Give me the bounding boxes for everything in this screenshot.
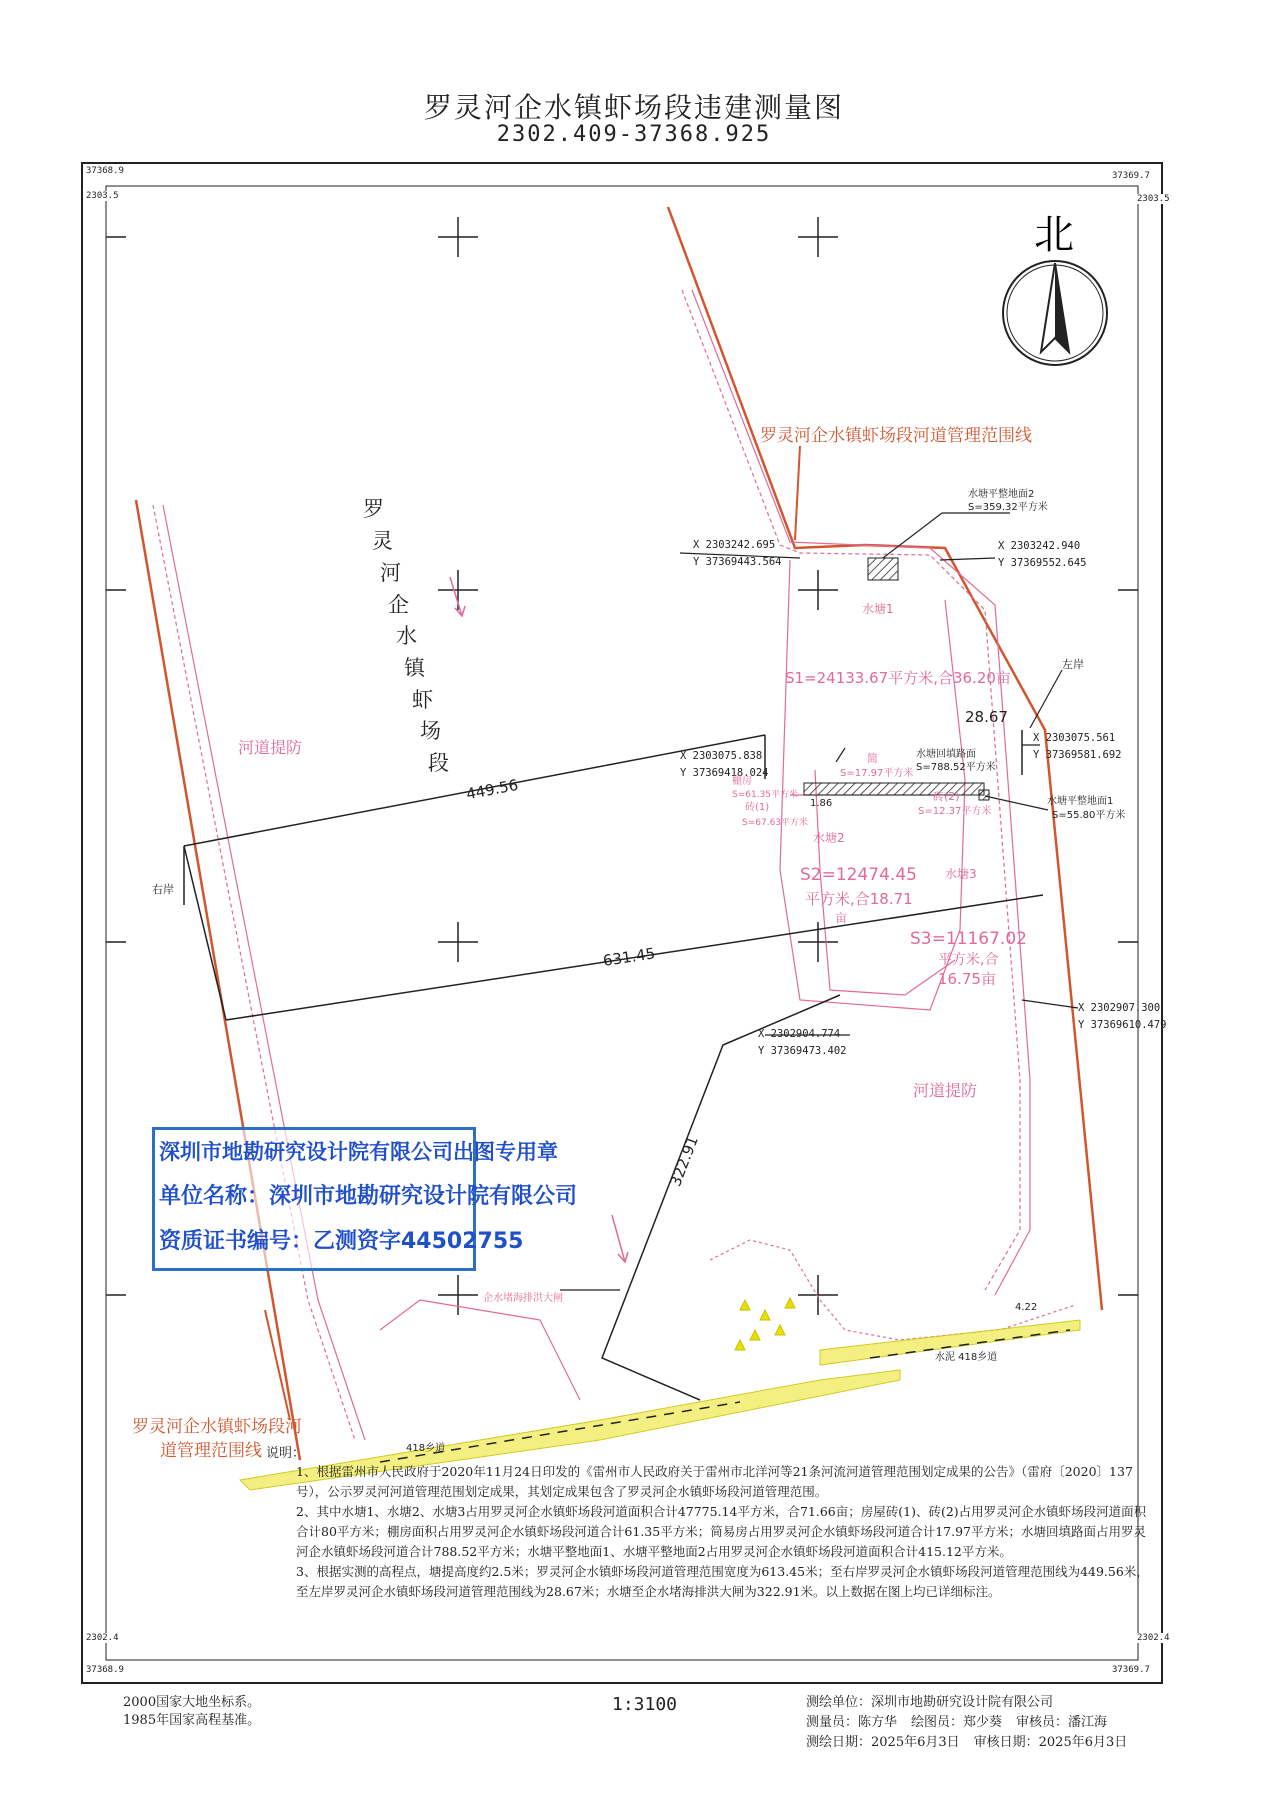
map-frame-inner: [106, 186, 1138, 1660]
drafter: 绘图员：郑少葵: [911, 1715, 1003, 1730]
map-scale: 1:3100: [612, 1694, 678, 1715]
stamp-line-2: 单位名称：深圳市地勘研究设计院有限公司: [159, 1184, 578, 1209]
survey-unit: 测绘单位：深圳市地勘研究设计院有限公司: [806, 1695, 1054, 1710]
corner-bl-x: 37368.9: [86, 1665, 124, 1675]
brick1-label: 砖(1): [745, 802, 770, 813]
dimension-gate: 322.91: [666, 1133, 702, 1189]
dimension-left-bank: 28.67: [965, 708, 1008, 726]
road-right-label: 水泥 418乡道: [935, 1352, 998, 1363]
corner-tl-x: 37368.9: [86, 166, 124, 176]
check-date: 审核日期：2025年6月3日: [973, 1735, 1128, 1750]
surveyor: 测量员：陈方华: [806, 1715, 898, 1730]
level1-area: S=55.80平方米: [1052, 810, 1126, 821]
corner-br-x: 37369.7: [1112, 1665, 1150, 1675]
river-name-label: [363, 497, 449, 775]
river-name-char: 河: [380, 561, 401, 585]
coord-p3-x: X 2303075.838: [680, 750, 763, 762]
coord-p3-y: Y 37369418.024: [680, 767, 769, 779]
dike-right-label: 河道提防: [913, 1081, 978, 1100]
shed-area: S=17.97平方米: [840, 768, 914, 779]
boundary-bottom-label-1: 罗灵河企水镇虾场段河: [132, 1417, 302, 1437]
pond3-area-2: 平方米,合: [938, 952, 999, 968]
footer-credits: [806, 1693, 1141, 1753]
coord-p4-y: Y 37369581.692: [1033, 749, 1122, 761]
pond2-name: 水塘2: [813, 831, 845, 845]
river-name-char: 段: [428, 751, 449, 775]
corner-br-y: 2302.4: [1137, 1633, 1170, 1643]
tree-icons: [735, 1298, 795, 1350]
gate-label: 企水堵海排洪大闸: [483, 1293, 563, 1304]
coord-p5-y: Y 37369473.402: [758, 1045, 847, 1057]
coordinate-system: 2000国家大地坐标系。: [123, 1695, 261, 1710]
boundary-bottom-label-2: 道管理范围线: [160, 1441, 262, 1461]
left-boundary-line: [136, 500, 303, 1460]
pond3-name: 水塘3: [945, 867, 977, 881]
level2-name: 水塘平整地面2: [968, 489, 1035, 500]
boundary-top-label: 罗灵河企水镇虾场段河道管理范围线: [760, 426, 1032, 446]
checker: 审核员：潘江海: [1016, 1715, 1108, 1730]
corner-tr-x: 37369.7: [1112, 171, 1150, 181]
coord-p1-x: X 2303242.695: [693, 539, 776, 551]
coord-p2-x: X 2303242.940: [998, 540, 1081, 552]
shed-label: 简: [867, 752, 878, 765]
coord-p2-y: Y 37369552.645: [998, 557, 1087, 569]
coord-p1-y: Y 37369443.564: [693, 556, 782, 568]
pond1-name: 水塘1: [862, 602, 894, 616]
brick1-area: S=67.63平方米: [742, 818, 809, 828]
notes-block: [296, 1462, 1156, 1602]
coord-p6-x: X 2302907.300: [1078, 1002, 1161, 1014]
road-fill-name: 水塘回填路面: [916, 749, 976, 760]
footer-systems: [123, 1694, 260, 1730]
company-stamp: [152, 1127, 578, 1271]
note-3: 3、根据实测的高程点，塘提高度约2.5米；罗灵河企水镇虾场段河道管理范围宽度为613.45米；至右岸罗灵河企水镇虾场段河道管理范围线为449.56米，至左岸罗灵河企水镇虾场段河道管理范围线为28.67米；水塘至企水堵海排洪大闸为322.91米。以上数据在图上均已详细标注。: [296, 1564, 1149, 1599]
brick2-area: S=12.37平方米: [918, 806, 992, 817]
left-bank-label: 左岸: [1062, 658, 1084, 671]
stamp-line-1: 深圳市地勘研究设计院有限公司出图专用章: [159, 1140, 558, 1164]
level-ground-2: [868, 558, 898, 580]
pond2-area-2: 平方米,合18.71: [805, 890, 913, 908]
notes-heading: 说明：: [266, 1446, 306, 1461]
page-subtitle: 2302.409-37368.925: [496, 122, 772, 147]
river-name-char: 虾: [412, 688, 433, 712]
stamp-line-3: 资质证书编号：乙测资字44502755: [159, 1229, 524, 1254]
house-area: S=61.35平方米: [732, 790, 799, 800]
river-name-char: 灵: [372, 529, 393, 553]
page-title: 罗灵河企水镇虾场段违建测量图: [423, 91, 844, 124]
pond1-area: S1=24133.67平方米,合36.20亩: [785, 669, 1011, 687]
coord-p4-x: X 2303075.561: [1033, 732, 1116, 744]
dike-left-label: 河道提防: [238, 738, 303, 757]
north-label: 北: [1034, 212, 1074, 258]
north-arrow-icon: [1003, 261, 1107, 365]
road-bottom-label: 418乡道: [406, 1443, 446, 1454]
road-fill-area: S=788.52平方米: [916, 762, 996, 773]
survey-date: 测绘日期：2025年6月3日: [806, 1735, 960, 1750]
spot-height: 4.22: [1015, 1302, 1038, 1313]
brick2-label: 砖(2): [933, 790, 960, 803]
pond2-area-3: 亩: [835, 911, 848, 925]
level2-area: S=359.32平方米: [968, 502, 1048, 513]
river-name-char: 镇: [404, 656, 425, 680]
river-name-char: 水: [396, 624, 417, 648]
corner-tr-y: 2303.5: [1137, 194, 1170, 204]
elevation-system: 1985年国家高程基准。: [123, 1713, 261, 1728]
dimension-width: 631.45: [601, 944, 657, 970]
level1-name: 水塘平整地面1: [1047, 796, 1114, 807]
river-name-char: 企: [388, 593, 409, 617]
pond3-area-3: 16.75亩: [938, 970, 996, 988]
note-1: 1、根据雷州市人民政府于2020年11月24日印发的《雷州市人民政府关于雷州市北洋河等21条河流河道管理范围划定成果的公告》（雷府〔2020〕137号），公示罗灵河河道管理范围划定成果，其划定成果包含了罗灵河企水镇虾场段河道管理范围。: [296, 1464, 1133, 1499]
coord-p5-x: X 2302904.774: [758, 1028, 841, 1040]
coord-p6-y: Y 37369610.479: [1078, 1019, 1167, 1031]
corner-tl-y: 2303.5: [86, 191, 119, 201]
survey-lines: [184, 730, 1043, 1400]
river-name-char: 场: [420, 719, 441, 743]
right-bank-label: 右岸: [152, 883, 174, 896]
small-dim: 1.86: [810, 798, 833, 809]
note-2: 2、其中水塘1、水塘2、水塘3占用罗灵河企水镇虾场段河道面积合计47775.14平方米，合71.66亩；房屋砖(1)、砖(2)占用罗灵河企水镇虾场段河道面积合计80平方米；棚房面积占用罗灵河企水镇虾场段河道合计61.35平方米；简易房占用罗灵河企水镇虾场段河道合计17.97平方米；水塘回填路面占用罗灵河企水镇虾场段河道合计788.52平方米；水塘平整地面1、水塘平整地面2占用罗灵河企水镇虾场段河道面积合计415.12平方米。: [296, 1504, 1147, 1559]
level-ground-1: [979, 790, 989, 800]
corner-bl-y: 2302.4: [86, 1633, 119, 1643]
pond2-area-1: S2=12474.45: [800, 865, 917, 885]
dimension-right-bank: 449.56: [464, 775, 520, 804]
pond3-area-1: S3=11167.02: [910, 929, 1027, 949]
river-name-char: 罗: [363, 497, 384, 521]
house-label: 棚房: [732, 776, 752, 787]
